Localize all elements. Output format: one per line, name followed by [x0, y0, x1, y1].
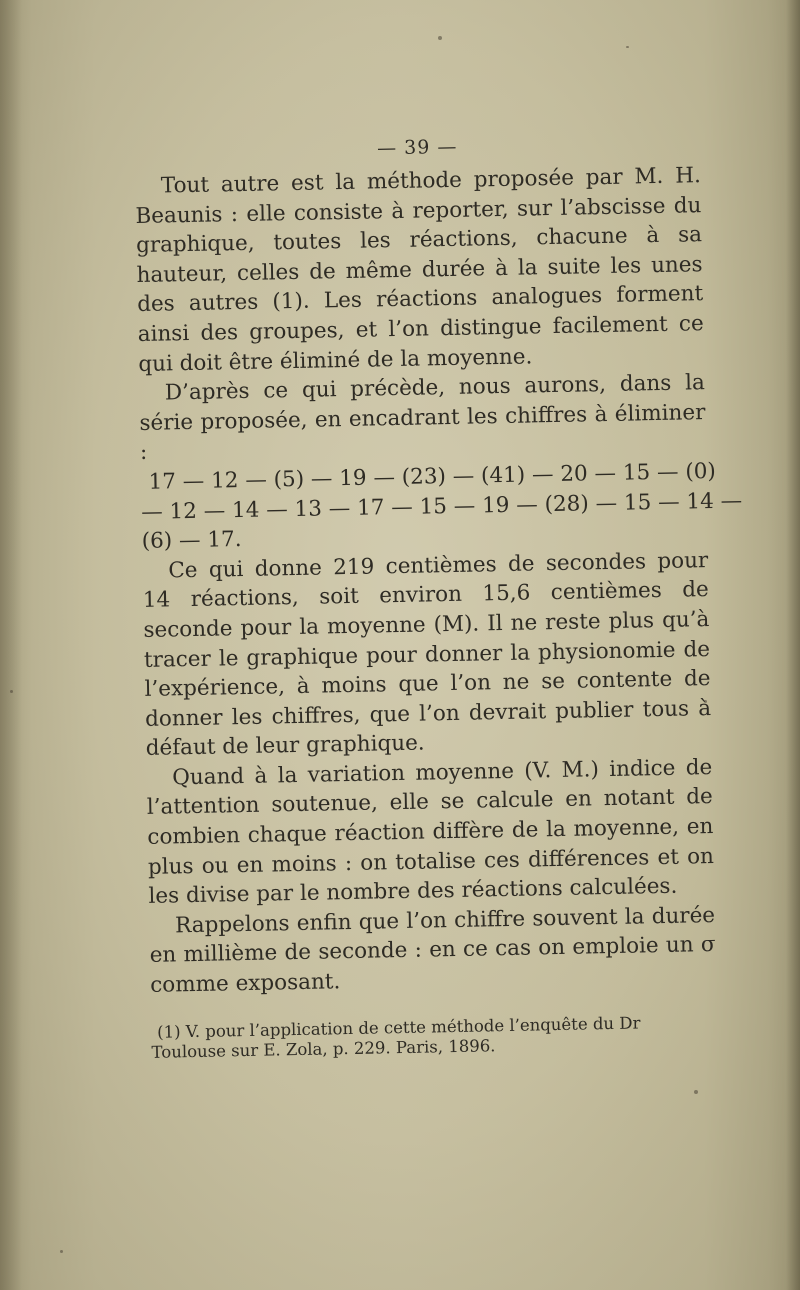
- paragraph: D’après ce qui précède, nous aurons, dans la série proposée, en encadrant les chiffres à éliminer :: [139, 370, 706, 466]
- footnote: (1) V. pour l’application de cette méthode l’enquête du Dr Toulouse sur E. Zola, p. 229. Paris, 1896.: [151, 1013, 641, 1062]
- series-line: — 12 — 14 — 13 — 17 — 15 — 19 — (28) — 15 — 14 —: [140, 487, 743, 525]
- paragraph: Rappelons enfin que l’on chiffre souvent la durée en millième de seconde : en ce cas on emploie un σ comme exposant.: [149, 902, 716, 998]
- series-line: (6) — 17.: [141, 527, 242, 555]
- reaction-series: [140, 457, 743, 557]
- page-number: — 39 —: [376, 135, 458, 160]
- series-line: 17 — 12 — (5) — 19 — (23) — (41) — 20 — 15 — (0): [148, 458, 717, 495]
- page-text: [134, 127, 743, 1062]
- paragraph: Quand à la variation moyenne (V. M.) indice de l’attention soutenue, elle se calcule en notant de combien chaque réaction diffère de la moyenne, en plus ou en moins : on totalise ces différences et on les divise par le nombre des réactions calculées.: [146, 754, 715, 910]
- paragraph: Tout autre est la méthode proposée par M. H. Beaunis : elle consiste à reporter, sur l’abscisse du graphique, toutes les réactions, chacune à sa hauteur, celles de même durée à la suite les unes des autres (1). Les réactions analogues forment ainsi des groupes, et l’on distingue facilement ce qui doit être éliminé de la moyenne.: [135, 163, 704, 377]
- paragraph: Ce qui donne 219 centièmes de secondes pour 14 réactions, soit environ 15,6 centièmes de seconde pour la moyenne (M). Il ne reste plus qu’à tracer le graphique pour donner la physionomie de l’expérience, à moins que l’on ne se contente de donner les chiffres, que l’on devrait publier tous à défaut de leur graphique.: [142, 547, 712, 762]
